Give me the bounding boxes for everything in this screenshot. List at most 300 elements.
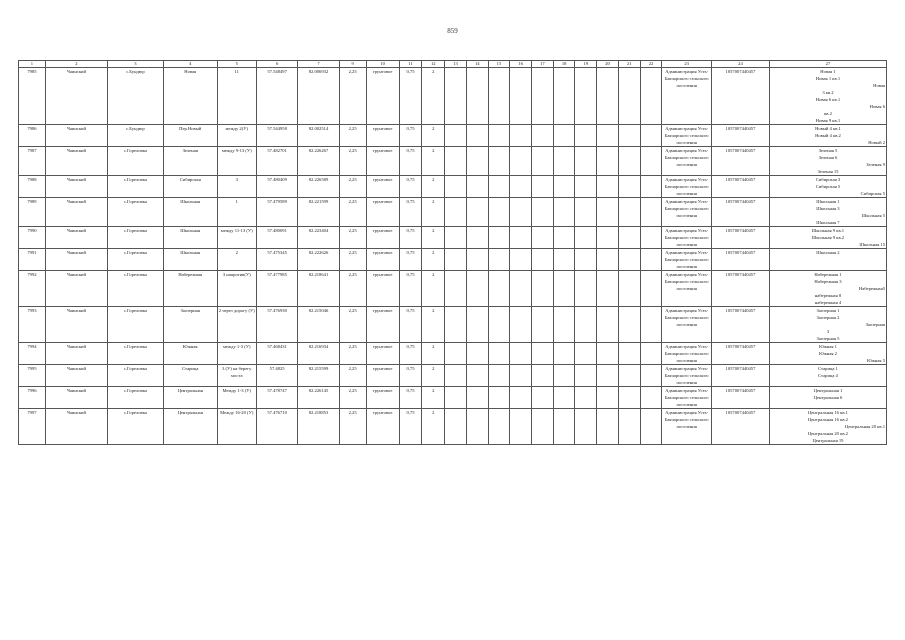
empty-cell (640, 271, 662, 307)
served-address: Новая 6 (869, 104, 885, 109)
street-cell: Старица (163, 365, 217, 387)
empty-cell (445, 68, 467, 125)
street-cell: Новая (163, 68, 217, 125)
district-cell: Чаинский (45, 176, 107, 198)
count-cell: 2 (422, 176, 445, 198)
ogrn-cell: 1057007440457 (712, 125, 770, 147)
count-cell: 2 (422, 147, 445, 176)
empty-cell (488, 147, 510, 176)
served-addresses-cell (769, 249, 886, 271)
served-address: Новая 9 кв.1 (815, 118, 841, 123)
served-addresses-cell (769, 271, 886, 307)
served-address: Школьная 9 кв.1 (811, 228, 845, 233)
longitude-cell: 82.223404 (298, 227, 339, 249)
count-cell: 2 (422, 227, 445, 249)
empty-cell (466, 343, 488, 365)
village-cell: с.Гореловка (107, 198, 163, 227)
record-number: 7987 (19, 147, 46, 176)
empty-cell (618, 176, 640, 198)
served-address: набережная 4 (814, 300, 842, 305)
empty-cell (445, 387, 467, 409)
empty-cell (640, 343, 662, 365)
table-row (19, 249, 887, 271)
served-address: Зеленая 9 (866, 162, 885, 167)
ogrn-cell: 1057007440457 (712, 227, 770, 249)
surface-cell: грунтовое (366, 147, 399, 176)
district-cell: Чаинский (45, 409, 107, 445)
table-row (19, 387, 887, 409)
served-addresses-cell (769, 387, 886, 409)
column-number-row (19, 61, 887, 68)
empty-cell (618, 307, 640, 343)
served-address: Южная 5 (866, 358, 885, 363)
record-number: 7986 (19, 125, 46, 147)
column-number: 11 (399, 61, 422, 68)
served-address: Новый 4 кв.1 (815, 126, 841, 131)
empty-cell (466, 365, 488, 387)
owner-cell: Администрация Усть-Бакчарского сельского поселения (662, 176, 712, 198)
ogrn-cell: 1057007440457 (712, 249, 770, 271)
empty-cell (553, 176, 575, 198)
street-cell: Сибирская (163, 176, 217, 198)
empty-cell (532, 249, 554, 271)
owner-cell: Администрация Усть-Бакчарского сельского поселения (662, 365, 712, 387)
village-cell: с.Гореловка (107, 147, 163, 176)
empty-cell (553, 387, 575, 409)
column-number: 2 (45, 61, 107, 68)
empty-cell (618, 365, 640, 387)
served-addresses-cell (769, 227, 886, 249)
empty-cell (488, 271, 510, 307)
surface-cell: грунтовое (366, 125, 399, 147)
count-cell: 2 (422, 343, 445, 365)
area-cell: 2,25 (339, 271, 366, 307)
empty-cell (466, 307, 488, 343)
ogrn-cell: 1057007440457 (712, 271, 770, 307)
owner-cell: Администрация Усть-Бакчарского сельского поселения (662, 227, 712, 249)
served-address: Школьная 7 (816, 220, 840, 225)
latitude-cell: 57.478747 (256, 387, 297, 409)
area-cell: 2,25 (339, 365, 366, 387)
surface-cell: грунтовое (366, 271, 399, 307)
count-cell: 2 (422, 249, 445, 271)
count-cell: 2 (422, 387, 445, 409)
empty-cell (466, 249, 488, 271)
surface-cell: грунтовое (366, 176, 399, 198)
column-number: 27 (769, 61, 886, 68)
empty-cell (488, 409, 510, 445)
table-row (19, 227, 887, 249)
empty-cell (597, 147, 619, 176)
column-number: 19 (575, 61, 597, 68)
longitude-cell: 82.218641 (298, 271, 339, 307)
column-number: 20 (597, 61, 619, 68)
empty-cell (640, 176, 662, 198)
volume-cell: 0,75 (399, 271, 422, 307)
table-row (19, 147, 887, 176)
district-cell: Чаинский (45, 125, 107, 147)
record-number: 7988 (19, 176, 46, 198)
empty-cell (618, 409, 640, 445)
served-address: Заозерная 5 (816, 336, 840, 341)
served-address: Центральная 19 (812, 438, 844, 443)
empty-cell (510, 147, 532, 176)
served-address: Южная 1 (818, 344, 837, 349)
record-number: 7996 (19, 387, 46, 409)
ogrn-cell: 1057007440457 (712, 68, 770, 125)
district-cell: Чаинский (45, 307, 107, 343)
served-address: Набережная 3 (814, 279, 842, 284)
served-address: Заозерная (865, 322, 885, 327)
empty-cell (510, 176, 532, 198)
empty-cell (597, 343, 619, 365)
district-cell: Чаинский (45, 68, 107, 125)
empty-cell (618, 125, 640, 147)
empty-cell (466, 227, 488, 249)
served-addresses-cell (769, 125, 886, 147)
district-cell: Чаинский (45, 198, 107, 227)
empty-cell (488, 249, 510, 271)
column-number: 10 (366, 61, 399, 68)
empty-cell (532, 343, 554, 365)
empty-cell (553, 365, 575, 387)
empty-cell (553, 343, 575, 365)
empty-cell (640, 68, 662, 125)
latitude-cell: 57.468431 (256, 343, 297, 365)
empty-cell (445, 147, 467, 176)
count-cell: 2 (422, 307, 445, 343)
empty-cell (466, 147, 488, 176)
empty-cell (488, 387, 510, 409)
served-address: Школьная 1 (816, 199, 840, 204)
empty-cell (597, 227, 619, 249)
owner-cell: Администрация Усть-Бакчарского сельского поселения (662, 387, 712, 409)
empty-cell (618, 227, 640, 249)
empty-cell (445, 227, 467, 249)
table-row (19, 271, 887, 307)
district-cell: Чаинский (45, 271, 107, 307)
empty-cell (618, 198, 640, 227)
house-cell: Между 1-3 (У) (217, 387, 256, 409)
longitude-cell: 82.222626 (298, 249, 339, 271)
empty-cell (532, 365, 554, 387)
table-row (19, 365, 887, 387)
served-address: 3 кв.2 (822, 90, 834, 95)
empty-cell (488, 343, 510, 365)
record-number: 7990 (19, 227, 46, 249)
served-address: Школьная 2 (816, 250, 840, 255)
volume-cell: 0,75 (399, 387, 422, 409)
empty-cell (597, 176, 619, 198)
latitude-cell: 57.482701 (256, 147, 297, 176)
latitude-cell: 57.480409 (256, 176, 297, 198)
house-cell: между 1-3 (У) (217, 343, 256, 365)
record-number: 7991 (19, 249, 46, 271)
empty-cell (597, 198, 619, 227)
latitude-cell: 57.479589 (256, 198, 297, 227)
empty-cell (553, 227, 575, 249)
longitude-cell: 82.215599 (298, 365, 339, 387)
house-cell: 11 (217, 68, 256, 125)
empty-cell (510, 271, 532, 307)
district-cell: Чаинский (45, 227, 107, 249)
volume-cell: 0,75 (399, 147, 422, 176)
empty-cell (488, 227, 510, 249)
empty-cell (553, 147, 575, 176)
served-address: Набережная 1 (814, 272, 842, 277)
column-number: 9 (339, 61, 366, 68)
empty-cell (445, 249, 467, 271)
surface-cell: грунтовое (366, 307, 399, 343)
district-cell: Чаинский (45, 365, 107, 387)
column-number: 16 (510, 61, 532, 68)
served-address: Старица 1 (818, 366, 838, 371)
served-address: 3 (826, 329, 830, 334)
empty-cell (575, 125, 597, 147)
volume-cell: 0,75 (399, 198, 422, 227)
area-cell: 2,25 (339, 68, 366, 125)
area-cell: 2,25 (339, 343, 366, 365)
ogrn-cell: 1057007440457 (712, 198, 770, 227)
empty-cell (466, 409, 488, 445)
volume-cell: 0,75 (399, 307, 422, 343)
column-number: 15 (488, 61, 510, 68)
village-cell: с.Гореловка (107, 365, 163, 387)
empty-cell (575, 271, 597, 307)
empty-cell (466, 271, 488, 307)
empty-cell (532, 198, 554, 227)
volume-cell: 0,75 (399, 68, 422, 125)
street-cell: Школьная (163, 227, 217, 249)
street-cell: Зеленая (163, 147, 217, 176)
longitude-cell: 82.221599 (298, 198, 339, 227)
column-number: 24 (712, 61, 770, 68)
served-addresses-cell (769, 343, 886, 365)
owner-cell: Администрация Усть-Бакчарского сельского поселения (662, 68, 712, 125)
record-number: 7993 (19, 307, 46, 343)
street-cell: Школьная (163, 198, 217, 227)
served-addresses-cell (769, 365, 886, 387)
surface-cell: грунтовое (366, 68, 399, 125)
empty-cell (532, 68, 554, 125)
record-number: 7997 (19, 409, 46, 445)
ogrn-cell: 1057007440457 (712, 307, 770, 343)
empty-cell (640, 409, 662, 445)
village-cell: с.Гореловка (107, 343, 163, 365)
village-cell: с.Гореловка (107, 307, 163, 343)
volume-cell: 0,75 (399, 343, 422, 365)
empty-cell (445, 198, 467, 227)
served-address: Заозерная 2 (816, 315, 840, 320)
empty-cell (640, 307, 662, 343)
empty-cell (510, 307, 532, 343)
longitude-cell: 82.002514 (298, 125, 339, 147)
empty-cell (532, 387, 554, 409)
served-address: Заозерная 1 (816, 308, 840, 313)
empty-cell (575, 343, 597, 365)
empty-cell (597, 271, 619, 307)
empty-cell (510, 227, 532, 249)
house-cell: 3 напротив(У) (217, 271, 256, 307)
street-cell: Набережная (163, 271, 217, 307)
empty-cell (488, 176, 510, 198)
volume-cell: 0,75 (399, 249, 422, 271)
empty-cell (597, 307, 619, 343)
longitude-cell: 82.226145 (298, 387, 339, 409)
longitude-cell: 82.218853 (298, 409, 339, 445)
table-row (19, 198, 887, 227)
column-number: 4 (163, 61, 217, 68)
served-addresses-cell (769, 409, 886, 445)
house-cell: 2 (217, 249, 256, 271)
column-number: 1 (19, 61, 46, 68)
empty-cell (640, 387, 662, 409)
volume-cell: 0,75 (399, 125, 422, 147)
empty-cell (553, 68, 575, 125)
column-number: 14 (466, 61, 488, 68)
empty-cell (553, 198, 575, 227)
empty-cell (445, 343, 467, 365)
empty-cell (575, 227, 597, 249)
area-cell: 2,25 (339, 176, 366, 198)
empty-cell (532, 147, 554, 176)
empty-cell (510, 409, 532, 445)
column-number: 18 (553, 61, 575, 68)
served-address: Зеленая 15 (817, 169, 839, 174)
area-cell: 2,25 (339, 307, 366, 343)
village-cell: с.Гореловка (107, 387, 163, 409)
served-address: Школьная 3 (816, 206, 840, 211)
volume-cell: 0,75 (399, 409, 422, 445)
village-cell: с.Бундюр (107, 125, 163, 147)
empty-cell (553, 307, 575, 343)
street-cell: Школьная (163, 249, 217, 271)
empty-cell (618, 271, 640, 307)
column-number: 13 (445, 61, 467, 68)
count-cell: 2 (422, 125, 445, 147)
empty-cell (510, 387, 532, 409)
empty-cell (488, 125, 510, 147)
served-addresses-cell (769, 68, 886, 125)
village-cell: с.Гореловка (107, 227, 163, 249)
latitude-cell: 57.477985 (256, 271, 297, 307)
ogrn-cell: 1057007440457 (712, 343, 770, 365)
empty-cell (466, 176, 488, 198)
empty-cell (575, 68, 597, 125)
table-row (19, 68, 887, 125)
surface-cell: грунтовое (366, 409, 399, 445)
record-number: 7985 (19, 68, 46, 125)
area-cell: 2,25 (339, 387, 366, 409)
owner-cell: Администрация Усть-Бакчарского сельского поселения (662, 147, 712, 176)
volume-cell: 0,75 (399, 365, 422, 387)
house-cell: 3 (217, 176, 256, 198)
empty-cell (488, 68, 510, 125)
latitude-cell: 57.544958 (256, 125, 297, 147)
owner-cell: Администрация Усть-Бакчарского сельского поселения (662, 198, 712, 227)
house-cell: между 2(У) (217, 125, 256, 147)
latitude-cell: 57.476930 (256, 307, 297, 343)
area-cell: 2,25 (339, 409, 366, 445)
record-number: 7995 (19, 365, 46, 387)
village-cell: с.Бундюр (107, 68, 163, 125)
empty-cell (532, 176, 554, 198)
empty-cell (575, 176, 597, 198)
latitude-cell: 57.476710 (256, 409, 297, 445)
count-cell: 2 (422, 409, 445, 445)
served-address: Сибирская 5 (815, 184, 841, 189)
served-address: Новая 1 (820, 69, 836, 74)
longitude-cell: 82.226589 (298, 176, 339, 198)
served-addresses-cell (769, 198, 886, 227)
latitude-cell: 57.475345 (256, 249, 297, 271)
empty-cell (575, 307, 597, 343)
table-row (19, 409, 887, 445)
empty-cell (640, 227, 662, 249)
empty-cell (575, 409, 597, 445)
table-row (19, 125, 887, 147)
owner-cell: Администрация Усть-Бакчарского сельского поселения (662, 271, 712, 307)
district-cell: Чаинский (45, 147, 107, 176)
house-cell: 2 через дорогу (У) (217, 307, 256, 343)
empty-cell (640, 249, 662, 271)
house-cell: между 11-13 (У) (217, 227, 256, 249)
empty-cell (510, 125, 532, 147)
empty-cell (597, 409, 619, 445)
village-cell: с.Гореловка (107, 271, 163, 307)
surface-cell: грунтовое (366, 198, 399, 227)
house-cell: Между 16-20 (У) (217, 409, 256, 445)
area-cell: 2,25 (339, 227, 366, 249)
served-address: Новый 2 (868, 140, 885, 145)
house-cell: между 9-13 (У) (217, 147, 256, 176)
empty-cell (618, 147, 640, 176)
served-address: Центральная 1 (813, 388, 843, 393)
column-number: 12 (422, 61, 445, 68)
empty-cell (575, 365, 597, 387)
registry-table (18, 60, 887, 445)
served-addresses-cell (769, 147, 886, 176)
street-cell: Южная (163, 343, 217, 365)
served-address: кв.2 (824, 111, 832, 116)
record-number: 7992 (19, 271, 46, 307)
street-cell: Центральная (163, 409, 217, 445)
served-address: Школьная 15 (859, 242, 885, 247)
served-addresses-cell (769, 176, 886, 198)
owner-cell: Администрация Усть-Бакчарского сельского поселения (662, 307, 712, 343)
empty-cell (575, 387, 597, 409)
district-cell: Чаинский (45, 343, 107, 365)
page-number: 859 (447, 27, 458, 35)
village-cell: с.Гореловка (107, 249, 163, 271)
served-address: Центральная 16 кв.2 (807, 417, 848, 422)
empty-cell (488, 198, 510, 227)
latitude-cell: 57.480091 (256, 227, 297, 249)
served-address: Набережная5 (858, 286, 885, 291)
ogrn-cell: 1057007440457 (712, 387, 770, 409)
table-row (19, 343, 887, 365)
ogrn-cell: 1057007440457 (712, 365, 770, 387)
record-number: 7994 (19, 343, 46, 365)
surface-cell: грунтовое (366, 227, 399, 249)
served-address: Школьная 5 (861, 213, 885, 218)
empty-cell (618, 343, 640, 365)
table-row (19, 307, 887, 343)
owner-cell: Администрация Усть-Бакчарского сельского поселения (662, 343, 712, 365)
empty-cell (597, 68, 619, 125)
empty-cell (640, 125, 662, 147)
column-number: 17 (532, 61, 554, 68)
